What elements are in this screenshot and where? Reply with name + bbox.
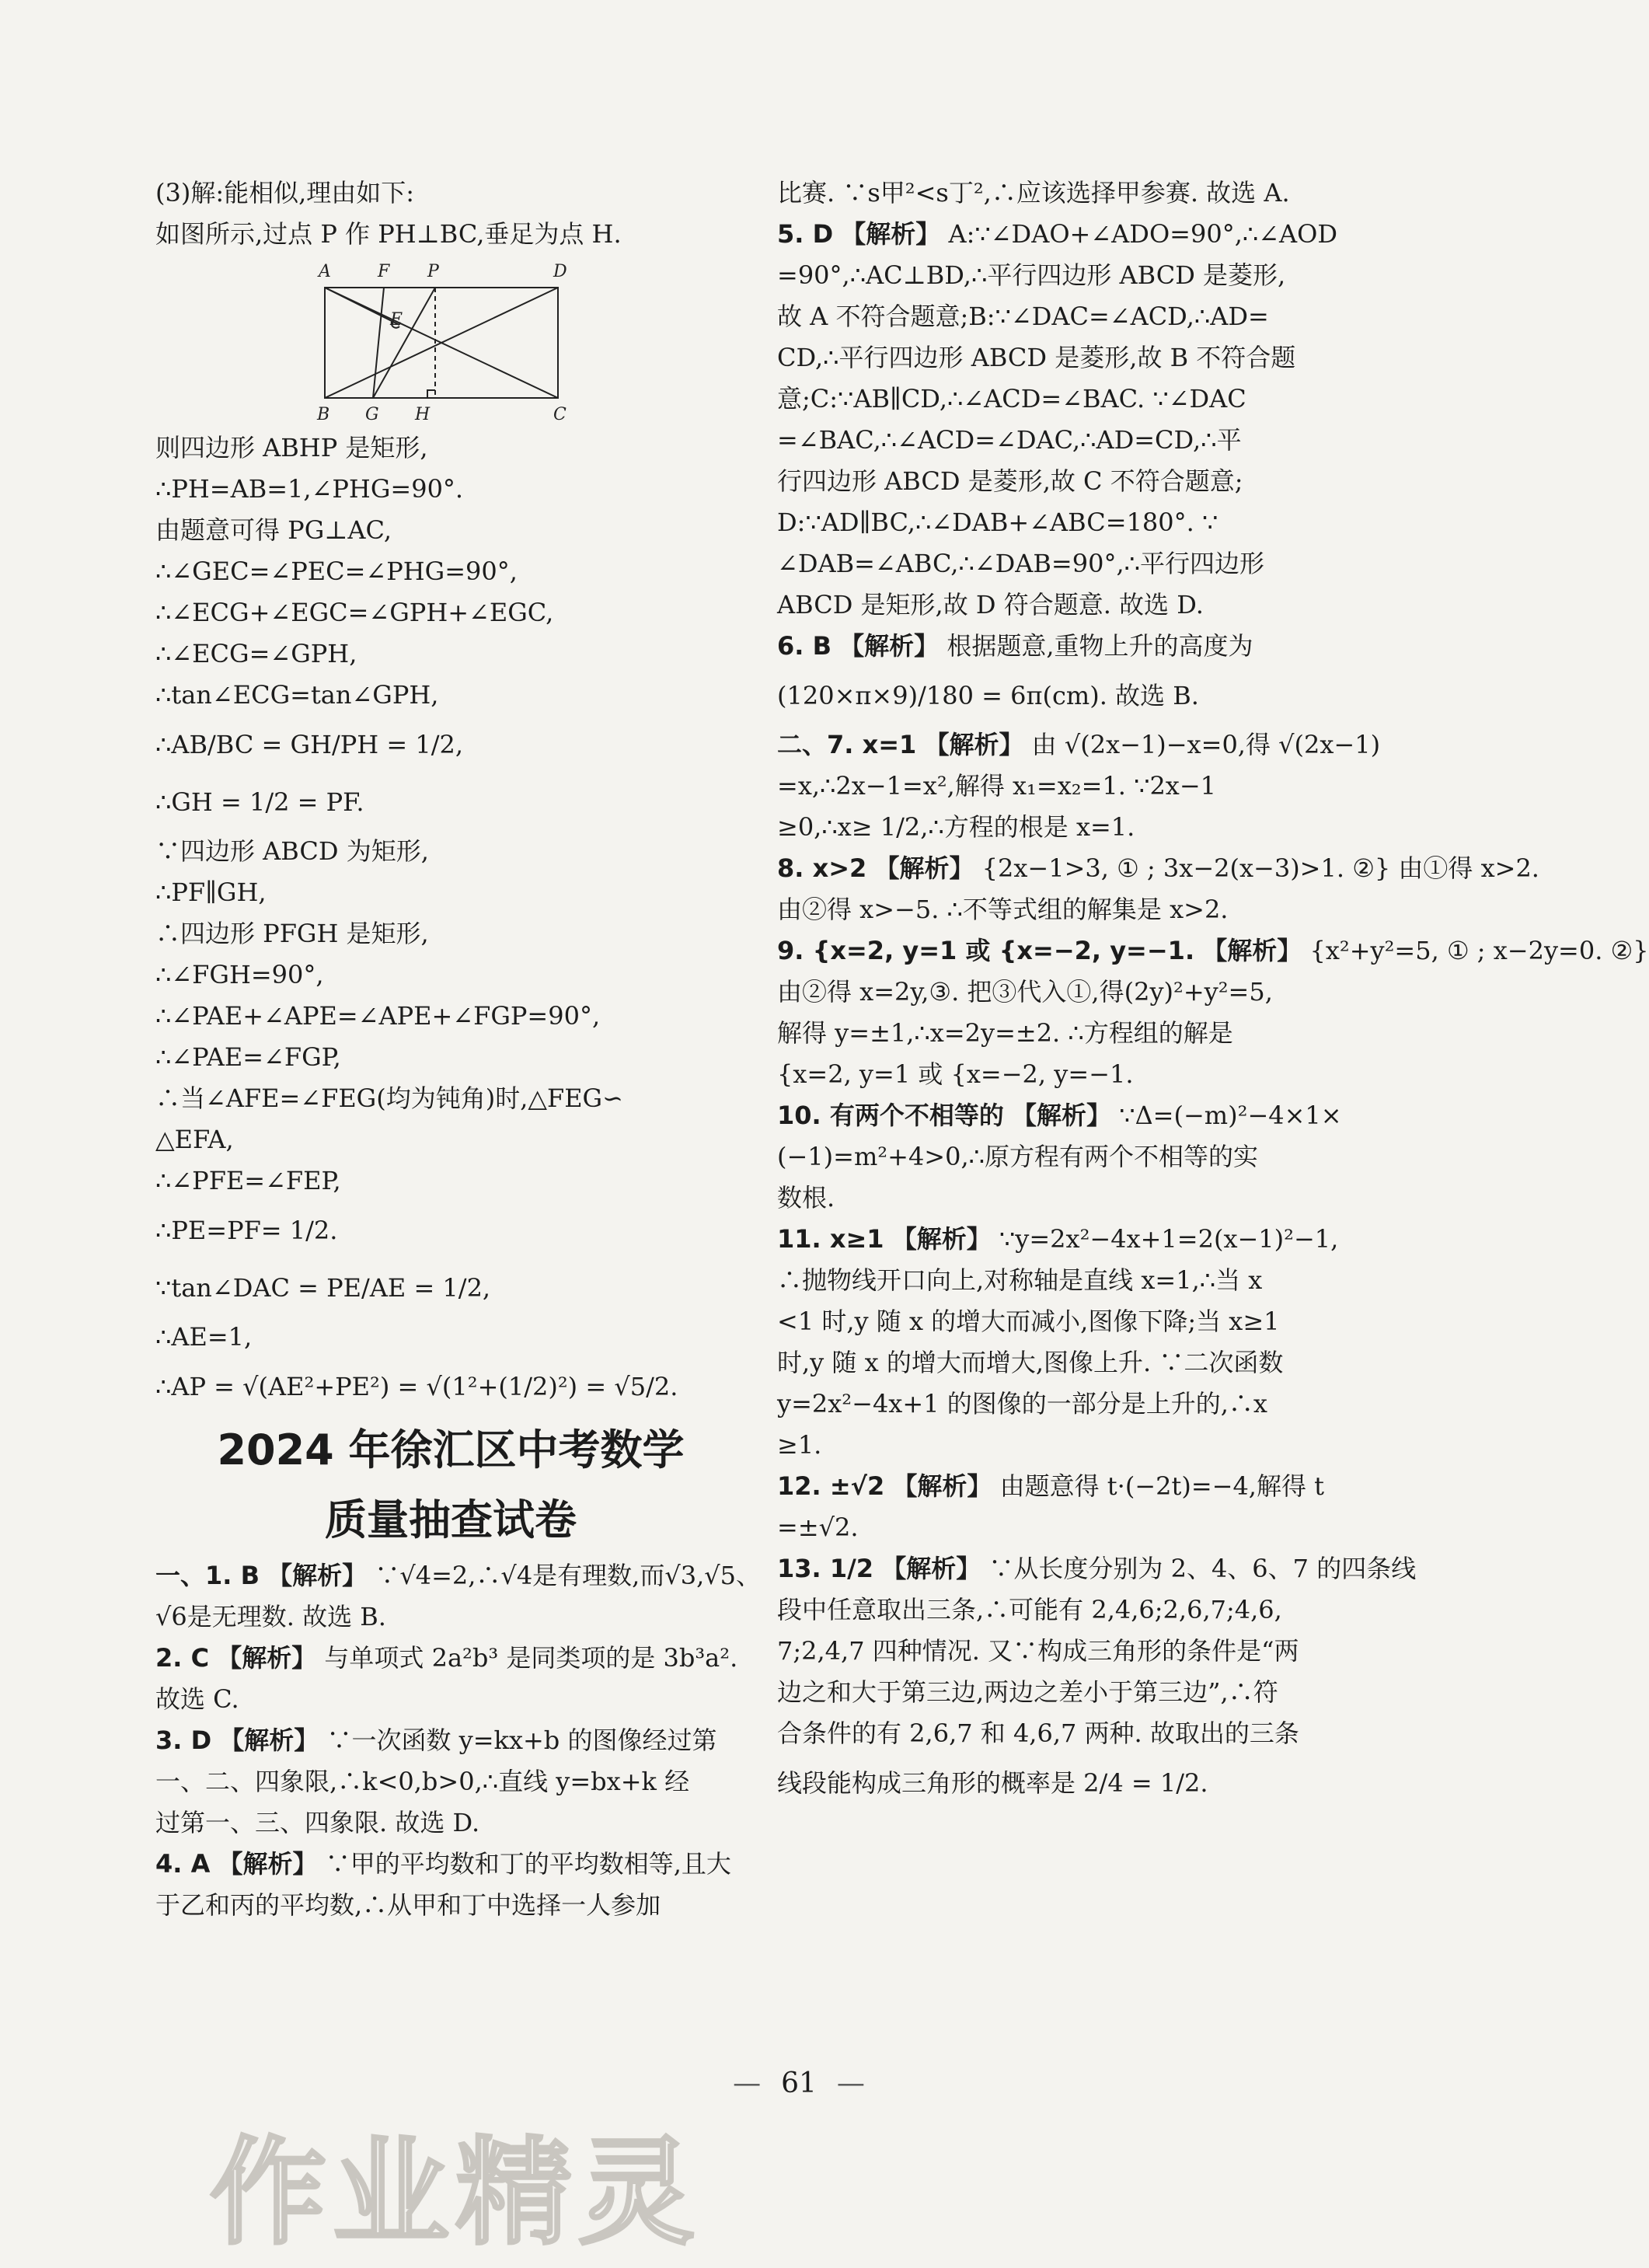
answer-line	[777, 626, 1399, 667]
answer-line	[155, 1844, 746, 1885]
page-number-value: 61	[781, 2067, 817, 2099]
answer-line	[777, 848, 1539, 889]
answer-number: 13. 1/2	[777, 1554, 874, 1583]
answer-number: 5. D	[777, 219, 834, 249]
text-line: ∴∠PAE+∠APE=∠APE+∠FGP=90°,	[155, 1001, 601, 1031]
label-H: H	[415, 405, 431, 424]
text-line: ∴PE=PF= 1/2.	[155, 1216, 338, 1245]
answer-line	[777, 1260, 1399, 1301]
answer-line	[777, 1095, 1399, 1136]
text-line: 则四边形 ABHP 是矩形,	[155, 433, 428, 462]
answer-number: 4. A	[155, 1849, 211, 1879]
answer-text: 解得 y=±1,∴x=2y=±2. ∴方程组的解是	[777, 1018, 1233, 1048]
answer-text: 行四边形 ABCD 是菱形,故 C 不符合题意;	[777, 466, 1243, 496]
answer-line	[777, 766, 1399, 807]
text-line: ∴GH = 1/2 = PF.	[155, 787, 364, 817]
answer-line	[777, 584, 1399, 626]
answer-line	[777, 724, 1399, 766]
label-F: F	[378, 262, 390, 281]
watermark-logo: 作业精灵	[210, 2126, 702, 2261]
answer-line	[777, 1178, 1399, 1219]
text-line: ∴∠ECG+∠EGC=∠GPH+∠EGC,	[155, 598, 554, 627]
text-line: ∴∠FGH=90°,	[155, 960, 324, 989]
label-G: G	[365, 405, 379, 424]
answer-text: ABCD 是矩形,故 D 符合题意. 故选 D.	[777, 590, 1204, 619]
analysis-tag: 【解析】	[924, 730, 1024, 759]
answer-line	[777, 337, 1399, 379]
answer-line	[777, 379, 1399, 420]
answer-text: 数根.	[777, 1183, 835, 1213]
answer-text: 时,y 随 x 的增大而增大,图像上升. ∵二次函数	[777, 1348, 1284, 1377]
answer-line	[777, 1754, 1399, 1812]
answer-text: =x,∴2x−1=x²,解得 x₁=x₂=1. ∵2x−1	[777, 771, 1217, 801]
text-line: ∴∠PAE=∠FGP,	[155, 1042, 341, 1072]
text-line: ∴tan∠ECG=tan∠GPH,	[155, 680, 439, 710]
answer-line	[777, 667, 1399, 724]
label-C: C	[553, 405, 567, 424]
answer-line	[155, 1596, 746, 1638]
answer-line	[777, 420, 1399, 461]
text-line: 如图所示,过点 P 作 PH⊥BC,垂足为点 H.	[155, 219, 622, 249]
analysis-tag: 【解析】	[874, 853, 974, 883]
right-column	[777, 173, 1649, 1812]
text-line: (3)解:能相似,理由如下:	[155, 178, 415, 208]
answer-number: 9. {x=2, y=1 或 {x=−2, y=−1.	[777, 936, 1195, 965]
text-line: △EFA,	[155, 1125, 234, 1154]
label-P: P	[427, 262, 439, 281]
answer-line	[777, 1342, 1399, 1383]
text-line: ∴∠GEC=∠PEC=∠PHG=90°,	[155, 557, 518, 586]
answer-line	[777, 1548, 1417, 1589]
answer-line	[777, 807, 1399, 848]
answer-text: 故选 C.	[155, 1684, 239, 1714]
answer-number: 3. D	[155, 1725, 212, 1755]
answer-text: =∠BAC,∴∠ACD=∠DAC,∴AD=CD,∴平	[777, 425, 1242, 455]
answer-line	[777, 1672, 1399, 1713]
answer-line	[777, 1425, 1399, 1466]
answer-text: {x=2, y=1 或 {x=−2, y=−1.	[777, 1059, 1134, 1089]
answer-text: (−1)=m²+4>0,∴原方程有两个不相等的实	[777, 1142, 1259, 1171]
text-line: ∴四边形 PFGH 是矩形,	[155, 919, 429, 948]
answer-line	[155, 1720, 746, 1761]
answer-text: 一、二、四象限,∴k<0,b>0,∴直线 y=bx+k 经	[155, 1767, 690, 1796]
answer-text: =90°,∴AC⊥BD,∴平行四边形 ABCD 是菱形,	[777, 260, 1286, 290]
answer-line	[777, 1589, 1399, 1631]
answer-text: ∵甲的平均数和丁的平均数相等,且大	[325, 1849, 731, 1879]
left-column	[155, 173, 762, 1926]
answer-line	[777, 972, 1399, 1013]
answer-line	[777, 296, 1399, 337]
answer-line	[777, 461, 1399, 502]
answer-text: ∵一次函数 y=kx+b 的图像经过第	[326, 1725, 717, 1755]
answer-line	[777, 1631, 1399, 1672]
answer-number: 10. 有两个不相等的	[777, 1101, 1004, 1130]
text-line: ∴AP = √(AE²+PE²) = √(1²+(1/2)²) = √5/2.	[155, 1372, 678, 1401]
analysis-tag: 【解析】	[267, 1561, 368, 1590]
text-line: ∴AE=1,	[155, 1322, 253, 1352]
answer-line	[777, 1136, 1399, 1178]
answer-line	[777, 543, 1399, 584]
answer-line	[777, 1713, 1399, 1754]
answer-line	[155, 1802, 746, 1844]
answer-line	[777, 1054, 1399, 1095]
answer-text: =±√2.	[777, 1513, 859, 1542]
answer-text: 合条件的有 2,6,7 和 4,6,7 两种. 故取出的三条	[777, 1718, 1299, 1748]
answer-text: 边之和大于第三边,两边之差小于第三边”,∴符	[777, 1677, 1278, 1707]
text-line: ∴∠ECG=∠GPH,	[155, 639, 357, 668]
answer-text: {2x−1>3, ① ; 3x−2(x−3)>1. ②} 由①得 x>2.	[981, 853, 1539, 883]
answer-text: 比赛. ∵s甲²<s丁²,∴应该选择甲参赛. 故选 A.	[777, 178, 1290, 208]
answer-text: 由 √(2x−1)−x=0,得 √(2x−1)	[1031, 730, 1381, 759]
label-E: E	[390, 310, 403, 330]
answer-number: 二、7. x=1	[777, 730, 917, 759]
text-line: ∴∠PFE=∠FEP,	[155, 1166, 341, 1195]
answer-line	[777, 1301, 1399, 1342]
answer-line	[155, 1555, 762, 1596]
text-line: ∴AB/BC = GH/PH = 1/2,	[155, 730, 464, 759]
analysis-tag: 【解析】	[1202, 936, 1302, 965]
analysis-tag: 【解析】	[1012, 1101, 1112, 1130]
answer-line	[155, 1638, 746, 1679]
answer-text: (120×π×9)/180 = 6π(cm). 故选 B.	[777, 681, 1199, 710]
text-line: ∴PH=AB=1,∠PHG=90°.	[155, 474, 464, 504]
answer-number: 2. C	[155, 1643, 210, 1673]
answer-line	[155, 1885, 746, 1926]
answer-line	[777, 214, 1399, 255]
answer-text: ∠DAB=∠ABC,∴∠DAB=90°,∴平行四边形	[777, 549, 1264, 578]
analysis-tag: 【解析】	[881, 1554, 981, 1583]
answer-line	[777, 255, 1399, 296]
page-number: — 61 —	[733, 2067, 865, 2099]
answer-text: {x²+y²=5, ① ; x−2y=0. ②}	[1309, 936, 1649, 965]
answer-number: 11. x≥1	[777, 1224, 884, 1254]
analysis-tag: 【解析】	[219, 1725, 319, 1755]
analysis-tag: 【解析】	[891, 1224, 992, 1254]
text-line: ∵四边形 ABCD 为矩形,	[155, 836, 429, 866]
answer-text: 故 A 不符合题意;B:∵∠DAC=∠ACD,∴AD=	[777, 302, 1269, 331]
answer-text: 线段能构成三角形的概率是 2/4 = 1/2.	[777, 1768, 1208, 1798]
answer-text: 由②得 x=2y,③. 把③代入①,得(2y)²+y²=5,	[777, 977, 1273, 1007]
answer-list	[777, 173, 1649, 1812]
answer-line	[155, 1761, 746, 1802]
answer-text: ∵y=2x²−4x+1=2(x−1)²−1,	[999, 1224, 1339, 1254]
analysis-tag: 【解析】	[217, 1643, 317, 1673]
answer-text: ∵从长度分别为 2、4、6、7 的四条线	[988, 1554, 1417, 1583]
answer-line	[777, 889, 1399, 930]
text-line: 由题意可得 PG⊥AC,	[155, 515, 392, 545]
answer-text: 与单项式 2a²b³ 是同类项的是 3b³a².	[324, 1643, 738, 1673]
answer-text: ∴抛物线开口向上,对称轴是直线 x=1,∴当 x	[777, 1265, 1263, 1295]
label-B: B	[317, 405, 330, 424]
answer-line	[777, 502, 1399, 543]
answer-text: ≥0,∴x≥ 1/2,∴方程的根是 x=1.	[777, 812, 1135, 842]
answer-text: √6是无理数. 故选 B.	[155, 1602, 386, 1631]
answer-text: CD,∴平行四边形 ABCD 是菱形,故 B 不符合题	[777, 343, 1296, 372]
answer-text: 意;C:∵AB∥CD,∴∠ACD=∠BAC. ∵∠DAC	[777, 384, 1246, 413]
answer-text: D:∵AD∥BC,∴∠DAB+∠ABC=180°. ∵	[777, 508, 1218, 537]
answer-line	[777, 173, 1399, 214]
answer-text: ≥1.	[777, 1430, 822, 1460]
answer-text: ∵√4=2,∴√4是有理数,而√3,√5、	[375, 1561, 762, 1590]
answer-text: 由题意得 t·(−2t)=−4,解得 t	[999, 1471, 1325, 1501]
analysis-tag: 【解析】	[841, 219, 941, 249]
analysis-tag: 【解析】	[892, 1471, 992, 1501]
answer-text: 段中任意取出三条,∴可能有 2,4,6;2,6,7;4,6,	[777, 1595, 1282, 1624]
answer-line	[777, 930, 1649, 972]
answer-number: 6. B	[777, 631, 831, 661]
answer-text: 于乙和丙的平均数,∴从甲和丁中选择一人参加	[155, 1890, 661, 1920]
text-line: ∵tan∠DAC = PE/AE = 1/2,	[155, 1273, 491, 1303]
answer-line	[155, 1679, 746, 1720]
answer-line	[777, 1013, 1399, 1054]
analysis-tag: 【解析】	[218, 1849, 318, 1879]
answer-text: ∵Δ=(−m)²−4×1×	[1119, 1101, 1342, 1130]
geometry-figure	[311, 260, 575, 423]
section-subheading: 质量抽查试卷	[325, 1495, 577, 1544]
answer-text: <1 时,y 随 x 的增大而减小,图像下降;当 x≥1	[777, 1307, 1280, 1336]
answer-text: 7;2,4,7 四种情况. 又∵构成三角形的条件是“两	[777, 1636, 1299, 1666]
label-A: A	[319, 262, 331, 281]
answer-text: 由②得 x>−5. ∴不等式组的解集是 x>2.	[777, 895, 1229, 924]
answer-number: 8. x>2	[777, 853, 867, 883]
label-D: D	[553, 262, 567, 281]
answer-number: 一、1. B	[155, 1561, 260, 1590]
answer-line	[777, 1383, 1399, 1425]
answer-line	[777, 1466, 1399, 1507]
answer-line	[777, 1219, 1399, 1260]
answer-text: A:∵∠DAO+∠ADO=90°,∴∠AOD	[948, 219, 1338, 249]
answer-text: y=2x²−4x+1 的图像的一部分是上升的,∴x	[777, 1389, 1267, 1418]
answer-text: 根据题意,重物上升的高度为	[947, 631, 1253, 661]
answer-number: 12. ±√2	[777, 1471, 885, 1501]
answer-text: 过第一、三、四象限. 故选 D.	[155, 1808, 480, 1837]
text-line: ∴PF∥GH,	[155, 878, 267, 907]
answer-line	[777, 1507, 1399, 1548]
analysis-tag: 【解析】	[839, 631, 940, 661]
text-line: ∴当∠AFE=∠FEG(均为钝角)时,△FEG∽	[155, 1083, 623, 1113]
section-heading: 2024 年徐汇区中考数学	[217, 1425, 685, 1474]
